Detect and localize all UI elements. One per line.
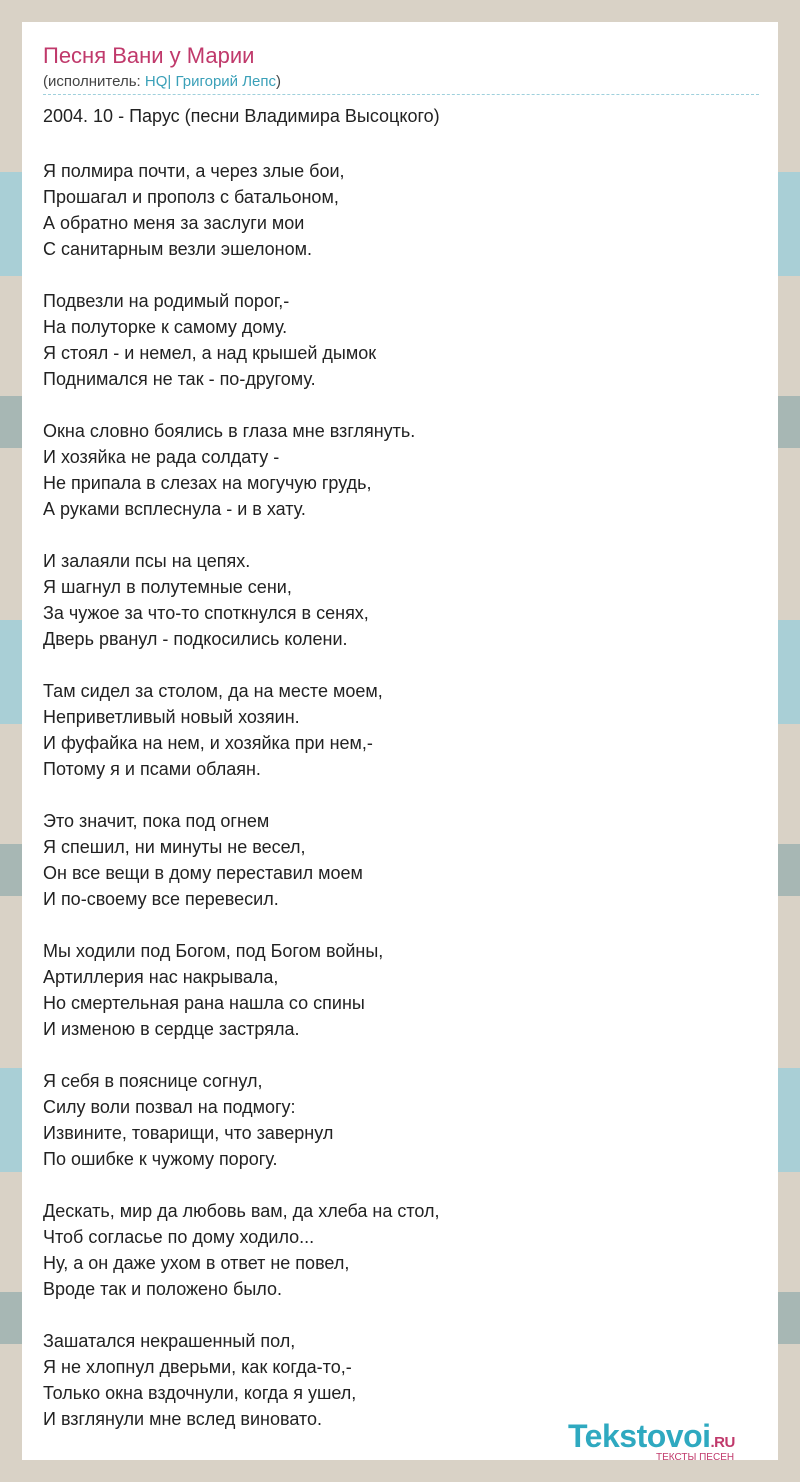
lyric-line: Там сидел за столом, да на месте моем, [43,681,383,701]
stanza [43,1068,440,1172]
logo-tagline: ТЕКСТЫ ПЕСЕН [656,1452,735,1463]
site-logo[interactable] [568,1418,778,1462]
lyric-line: Артиллерия нас накрывала, [43,967,279,987]
lyric-line: Я полмира почти, а через злые бои, [43,161,345,181]
lyrics-body [43,158,440,1458]
lyric-line: С санитарным везли эшелоном. [43,239,312,259]
lyric-line: Потому я и псами облаян. [43,759,261,779]
album-line: 2004. 10 - Парус (песни Владимира Высоцкого) [43,106,440,126]
stanza [43,678,440,782]
lyric-line: Это значит, пока под огнем [43,811,270,831]
stanza [43,1198,440,1302]
logo-wordmark [568,1418,735,1455]
stanza [43,808,440,912]
lyric-line: Поднимался не так - по-другому. [43,369,316,389]
lyric-line: Зашатался некрашенный пол, [43,1331,296,1351]
lyric-line: И фуфайка на нем, и хозяйка при нем,- [43,733,373,753]
lyric-line: Вроде так и положено было. [43,1279,282,1299]
lyric-line: Я не хлопнул дверьми, как когда-то,- [43,1357,352,1377]
lyric-line: Чтоб согласье по дому ходило... [43,1227,315,1247]
artist-link-leps[interactable]: Григорий Лепс [175,73,277,90]
lyric-line: И залаяли псы на цепях. [43,551,251,571]
artist-line [43,73,281,90]
lyric-line: Только окна вздочнули, когда я ушел, [43,1383,357,1403]
artist-suffix: ) [276,73,282,90]
stanza [43,158,440,262]
lyric-line: Прошагал и прополз с батальоном, [43,187,339,207]
lyric-line: И изменою в сердце застряла. [43,1019,300,1039]
lyric-line: А обратно меня за заслуги мои [43,213,305,233]
stanza [43,288,440,392]
lyric-line: Извините, товарищи, что завернул [43,1123,334,1143]
lyric-line: И взглянули мне вслед виновато. [43,1409,322,1429]
lyric-line: За чужое за что-то споткнулся в сенях, [43,603,369,623]
lyric-line: Но смертельная рана нашла со спины [43,993,365,1013]
lyric-line: Ну, а он даже ухом в ответ не повел, [43,1253,350,1273]
logo-name: Tekstovoi [568,1418,711,1454]
lyrics-card [22,22,778,1463]
lyric-line: Силу воли позвал на подмогу: [43,1097,296,1117]
lyric-line: Подвезли на родимый порог,- [43,291,290,311]
lyric-line: Не припала в слезах на могучую грудь, [43,473,372,493]
lyric-line: Я спешил, ни минуты не весел, [43,837,306,857]
artist-prefix: (исполнитель: [43,73,145,90]
stanza [43,418,440,522]
lyric-line: Дверь рванул - подкосились колени. [43,629,348,649]
lyric-line: А руками всплеснула - и в хату. [43,499,306,519]
artist-link-hq[interactable]: HQ| [144,73,172,90]
lyric-line: И по-своему все перевесил. [43,889,279,909]
divider [43,94,759,95]
lyric-line: Я стоял - и немел, а над крышей дымок [43,343,377,363]
lyric-line: Дескать, мир да любовь вам, да хлеба на стол, [43,1201,440,1221]
logo-tld: .RU [710,1434,735,1451]
lyric-line: Неприветливый новый хозяин. [43,707,300,727]
lyric-line: И хозяйка не рада солдату - [43,447,280,467]
lyric-line: Окна словно боялись в глаза мне взглянуть. [43,421,416,441]
lyric-line: Мы ходили под Богом, под Богом войны, [43,941,384,961]
lyric-line: На полуторке к самому дому. [43,317,288,337]
stanza [43,548,440,652]
stanza [43,938,440,1042]
lyric-line: Я шагнул в полутемные сени, [43,577,292,597]
song-title: Песня Вани у Марии [43,43,255,68]
lyric-line: Я себя в пояснице согнул, [43,1071,263,1091]
stanza [43,1328,440,1432]
lyric-line: Он все вещи в дому переставил моем [43,863,363,883]
lyric-line: По ошибке к чужому порогу. [43,1149,278,1169]
